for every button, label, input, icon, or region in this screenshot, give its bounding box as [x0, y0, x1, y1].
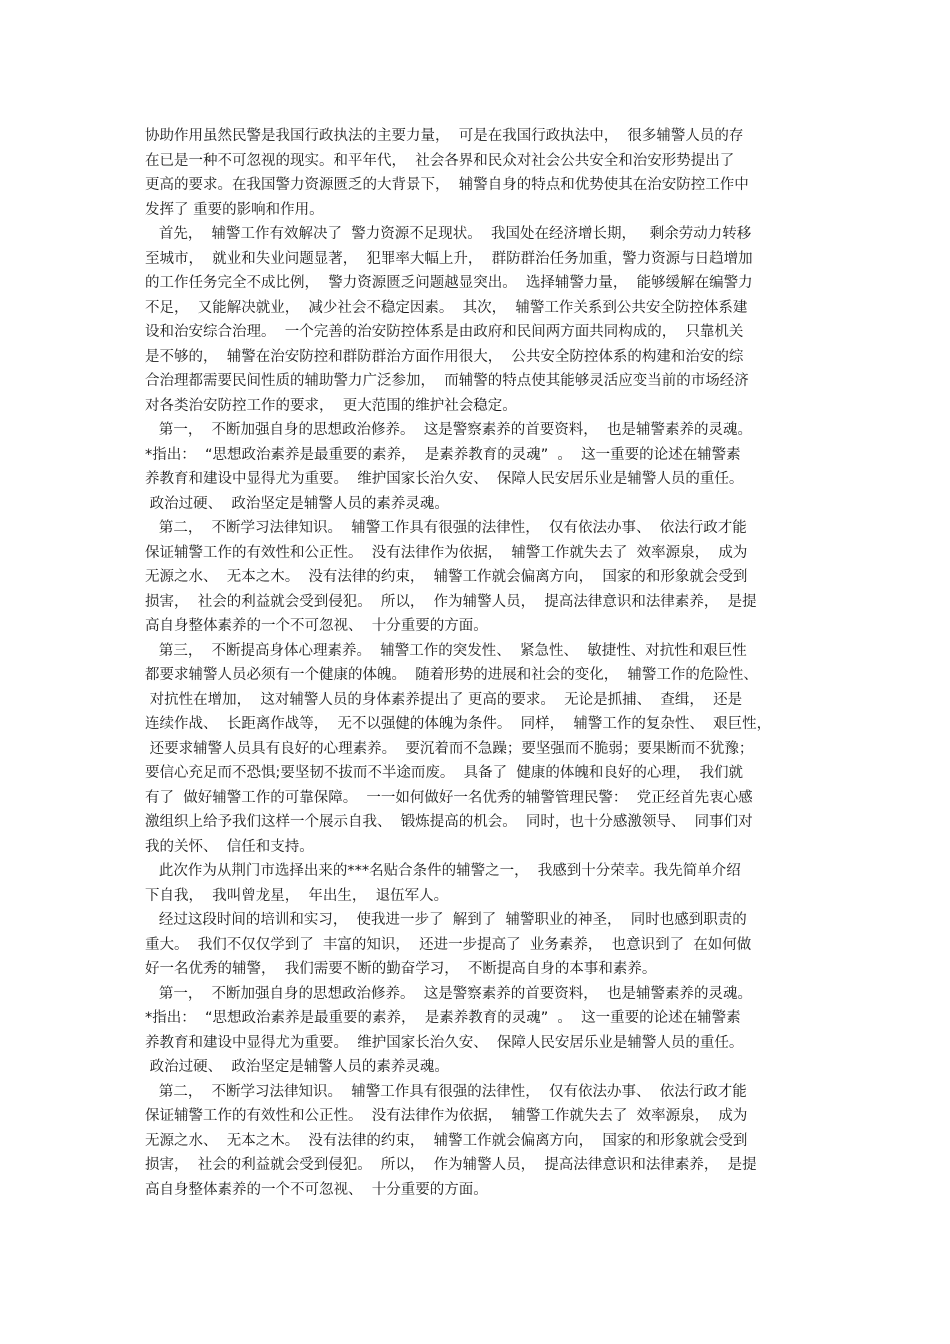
text-line: 要信心充足而不恐惧;要坚韧不拔而不半途而废。 具备了 健康的体魄和良好的心理， 我们就: [145, 765, 744, 781]
text-line: 还要求辅警人员具有良好的心理素养。 要沉着而不急躁；要坚强而不脆弱；要果断而不犹豫；: [145, 740, 754, 757]
text-line: 好一名优秀的辅警， 我们需要不断的勤奋学习， 不断提高自身的本事和素养。: [145, 961, 657, 977]
text-line: 协助作用虽然民警是我国行政执法的主要力量， 可是在我国行政执法中， 很多辅警人员的存: [145, 128, 744, 144]
text-line: 第一， 不断加强自身的思想政治修养。 这是警察素养的首要资料， 也是辅警素养的灵魂。: [145, 422, 752, 438]
text-line: 连续作战、 长距离作战等， 无不以强健的体魄为条件。 同样， 辅警工作的复杂性、 艰巨性，: [145, 716, 772, 732]
text-line: 第二， 不断学习法律知识。 辅警工作具有很强的法律性， 仅有依法办事、 依法行政才能: [145, 1083, 747, 1100]
text-line: 下自我， 我叫曾龙星， 年出生， 退伍军人。: [145, 887, 449, 904]
text-line: 损害， 社会的利益就会受到侵犯。 所以， 作为辅警人员， 提高法律意识和法律素养， 是提: [145, 593, 757, 610]
text-line: 首先， 辅警工作有效解决了 警力资源不足现状。 我国处在经济增长期， 剩余劳动力转移: [145, 226, 752, 242]
text-line: 更高的要求。在我国警力资源匮乏的大背景下， 辅警自身的特点和优势使其在治安防控工作中: [145, 177, 749, 193]
text-line: 保证辅警工作的有效性和公正性。 没有法律作为依据， 辅警工作就失去了 效率源泉， 成为: [145, 1108, 748, 1124]
text-line: 第二， 不断学习法律知识。 辅警工作具有很强的法律性， 仅有依法办事、 依法行政才能: [145, 520, 747, 536]
text-line: 损害， 社会的利益就会受到侵犯。 所以， 作为辅警人员， 提高法律意识和法律素养， 是提: [145, 1157, 757, 1173]
text-line: 都要求辅警人员必须有一个健康的体魄。 随着形势的进展和社会的变化， 辅警工作的危险性、: [145, 667, 758, 683]
text-line: *指出： “思想政治素养是最重要的素养， 是素养教育的灵魂” 。 这一重要的论述在辅警素: [145, 1010, 741, 1026]
text-line: 重大。 我们不仅仅学到了 丰富的知识， 还进一步提高了 业务素养， 也意识到了 在如何做: [145, 936, 752, 953]
text-line: 养教育和建设中显得尤为重要。 维护国家长治久安、 保障人民安居乐业是辅警人员的重任。: [145, 1034, 744, 1051]
text-line: 有了 做好辅警工作的可靠保障。 一一如何做好一名优秀的辅警管理民警： 党正经首先衷心感: [145, 789, 753, 806]
text-line: 第一， 不断加强自身的思想政治修养。 这是警察素养的首要资料， 也是辅警素养的灵魂。: [145, 985, 752, 1002]
text-line: 无源之水、 无本之木。 没有法律的约束， 辅警工作就会偏离方向， 国家的和形象就会受到: [145, 1132, 748, 1149]
text-line: 政治过硬、 政治坚定是辅警人员的素养灵魂。: [145, 495, 449, 512]
text-line: 在已是一种不可忽视的现实。和平年代， 社会各界和民众对社会公共安全和治安形势提出了: [145, 152, 735, 169]
text-line: 不足， 又能解决就业， 减少社会不稳定因素。 其次， 辅警工作关系到公共安全防控体系建: [145, 299, 748, 316]
text-line: 此次作为从荆门市选择出来的***名贴合条件的辅警之一， 我感到十分荣幸。我先简单介绍: [145, 863, 741, 879]
text-line: 至城市， 就业和失业问题显著， 犯罪率大幅上升， 群防群治任务加重，警力资源与日趋增加: [145, 250, 753, 267]
text-line: 高自身整体素养的一个不可忽视、 十分重要的方面。: [145, 1181, 488, 1198]
text-line: 激组织上给予我们这样一个展示自我、 锻炼提高的机会。 同时，也十分感激领导、 同事们对: [145, 814, 753, 830]
text-line: 保证辅警工作的有效性和公正性。 没有法律作为依据， 辅警工作就失去了 效率源泉， 成为: [145, 544, 748, 561]
text-line: 设和治安综合治理。 一个完善的治安防控体系是由政府和民间两方面共同构成的， 只靠机关: [145, 324, 744, 340]
text-line: 对抗性在增加， 这对辅警人员的身体素养提出了 更高的要求。 无论是抓捕、 查缉， 还是: [145, 691, 743, 708]
text-line: 发挥了 重要的影响和作用。: [145, 201, 324, 218]
text-line: 的工作任务完全不成比例， 警力资源匮乏问题越显突出。 选择辅警力量， 能够缓解在编警力: [145, 275, 753, 291]
text-line: 政治过硬、 政治坚定是辅警人员的素养灵魂。: [145, 1059, 449, 1075]
document-body: [145, 124, 815, 1202]
text-line: 是不够的， 辅警在治安防控和群防群治方面作用很大， 公共安全防控体系的构建和治安的综: [145, 348, 744, 365]
text-line: 第三， 不断提高身体心理素养。 辅警工作的突发性、 紧急性、 敏捷性、对抗性和艰巨性: [145, 642, 747, 659]
text-line: *指出： “思想政治素养是最重要的素养， 是素养教育的灵魂” 。 这一重要的论述在辅警素: [145, 446, 741, 463]
text-line: 无源之水、 无本之木。 没有法律的约束， 辅警工作就会偏离方向， 国家的和形象就会受到: [145, 569, 748, 585]
text-line: 经过这段时间的培训和实习， 使我进一步了 解到了 辅警职业的神圣， 同时也感到职责的: [145, 912, 747, 928]
text-line: 合治理都需要民间性质的辅助警力广泛参加， 而辅警的特点使其能够灵活应变当前的市场经济: [145, 373, 749, 389]
text-line: 我的关怀、 信任和支持。: [145, 838, 314, 855]
text-line: 高自身整体素养的一个不可忽视、 十分重要的方面。: [145, 618, 488, 634]
text-line: 养教育和建设中显得尤为重要。 维护国家长治久安、 保障人民安居乐业是辅警人员的重任。: [145, 471, 744, 487]
text-line: 对各类治安防控工作的要求， 更大范围的维护社会稳定。: [145, 397, 517, 414]
